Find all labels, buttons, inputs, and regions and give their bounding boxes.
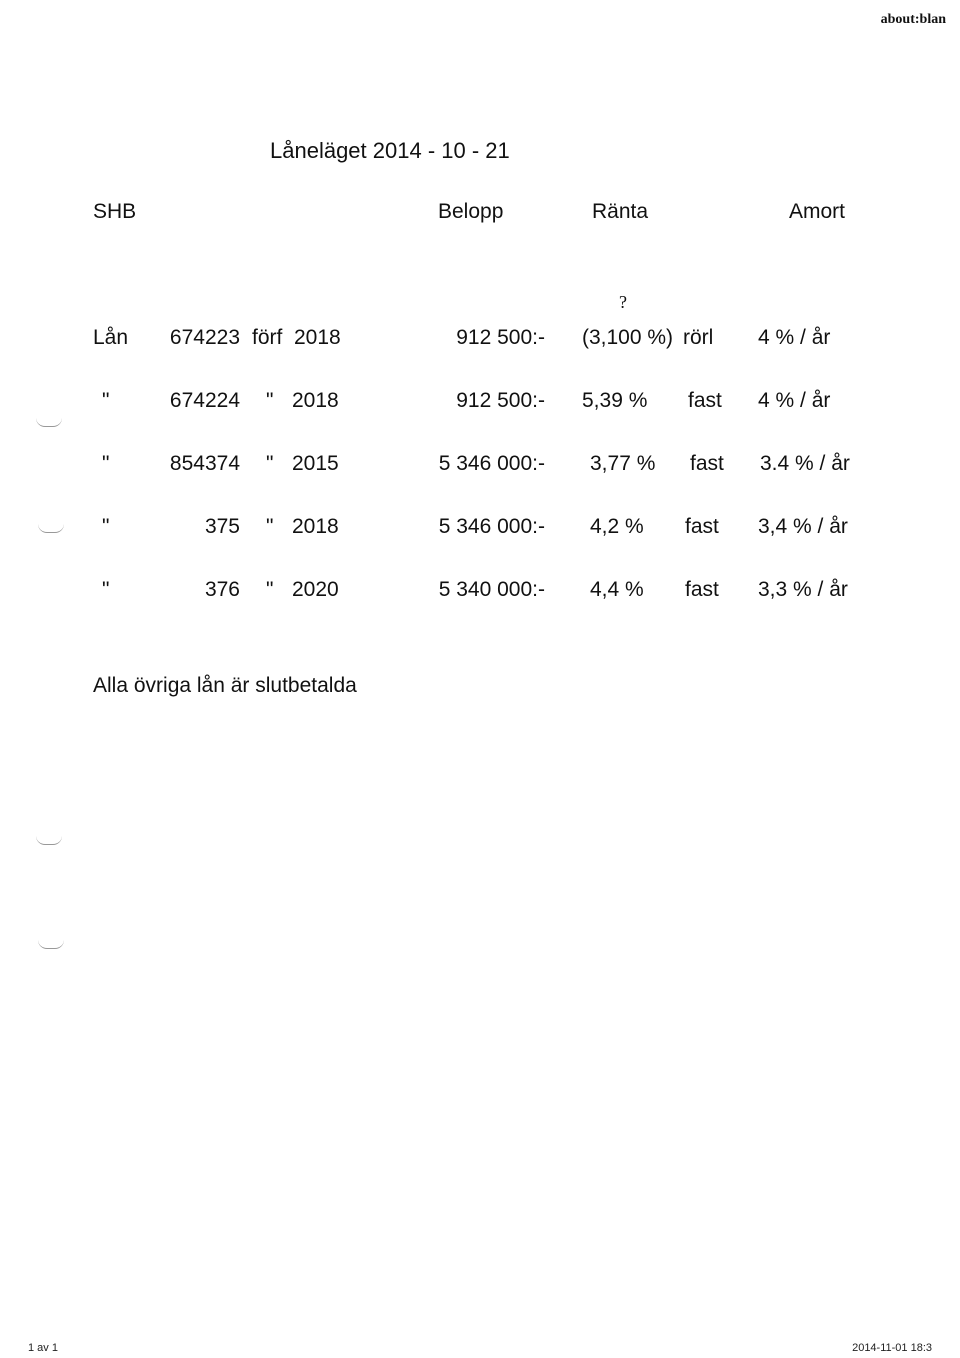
page-number: 1 av 1 <box>28 1342 58 1354</box>
column-header-rate: Ränta <box>592 200 649 223</box>
loan-amount: 912 500:- <box>456 389 545 412</box>
column-header-amount: Belopp <box>438 200 504 223</box>
amortization-rate: 4 % / år <box>758 326 831 349</box>
loan-number: 375 <box>204 515 240 538</box>
rate-type: fast <box>685 515 719 538</box>
amortization-rate: 3,3 % / år <box>758 578 848 601</box>
row-label: Lån <box>93 326 129 349</box>
column-header-amortization: Amort <box>789 200 846 223</box>
loan-row <box>0 515 960 545</box>
maturity-year: 2020 <box>292 578 339 601</box>
rate-type: fast <box>688 389 722 412</box>
interest-rate: 3,77 % <box>590 452 656 475</box>
footer-note: Alla övriga lån är slutbetalda <box>93 674 357 697</box>
loan-row <box>0 578 960 608</box>
maturity-year: 2018 <box>294 326 341 349</box>
loan-number: 674224 <box>169 389 240 412</box>
amortization-rate: 3,4 % / år <box>758 515 848 538</box>
amortization-rate: 4 % / år <box>758 389 831 412</box>
maturity-year: 2015 <box>292 452 339 475</box>
loan-amount: 5 346 000:- <box>438 452 545 475</box>
row-label: " <box>102 515 110 538</box>
maturity-prefix: " <box>266 452 274 475</box>
row-label: " <box>102 452 110 475</box>
maturity-prefix: " <box>266 515 274 538</box>
print-timestamp: 2014-11-01 18:3 <box>852 1342 932 1354</box>
maturity-prefix: " <box>266 389 274 412</box>
maturity-year: 2018 <box>292 515 339 538</box>
loan-number: 854374 <box>169 452 240 475</box>
maturity-prefix: " <box>266 578 274 601</box>
column-header-bank: SHB <box>93 200 137 223</box>
loan-number: 674223 <box>169 326 240 349</box>
interest-rate: 4,4 % <box>590 578 644 601</box>
document-title: Låneläget 2014 - 10 - 21 <box>270 138 510 163</box>
loan-row <box>0 452 960 482</box>
loan-row <box>0 389 960 419</box>
maturity-year: 2018 <box>292 389 339 412</box>
scan-mark <box>38 940 64 949</box>
browser-url-label: about:blan <box>880 12 946 27</box>
row-label: " <box>102 578 110 601</box>
scan-mark <box>36 836 62 845</box>
maturity-prefix: förf <box>252 326 283 349</box>
loan-amount: 5 340 000:- <box>438 578 545 601</box>
rate-type: fast <box>690 452 724 475</box>
loan-amount: 912 500:- <box>456 326 545 349</box>
scan-mark <box>36 418 62 427</box>
loan-number: 376 <box>204 578 240 601</box>
interest-rate: 4,2 % <box>590 515 644 538</box>
handwritten-question-mark: ? <box>619 292 627 312</box>
loan-row <box>0 326 960 356</box>
interest-rate: 5,39 % <box>582 389 648 412</box>
rate-type: fast <box>685 578 719 601</box>
loan-amount: 5 346 000:- <box>438 515 545 538</box>
interest-rate: (3,100 %) <box>582 326 674 349</box>
rate-type: rörl <box>683 326 714 349</box>
row-label: " <box>102 389 110 412</box>
amortization-rate: 3.4 % / år <box>760 452 850 475</box>
